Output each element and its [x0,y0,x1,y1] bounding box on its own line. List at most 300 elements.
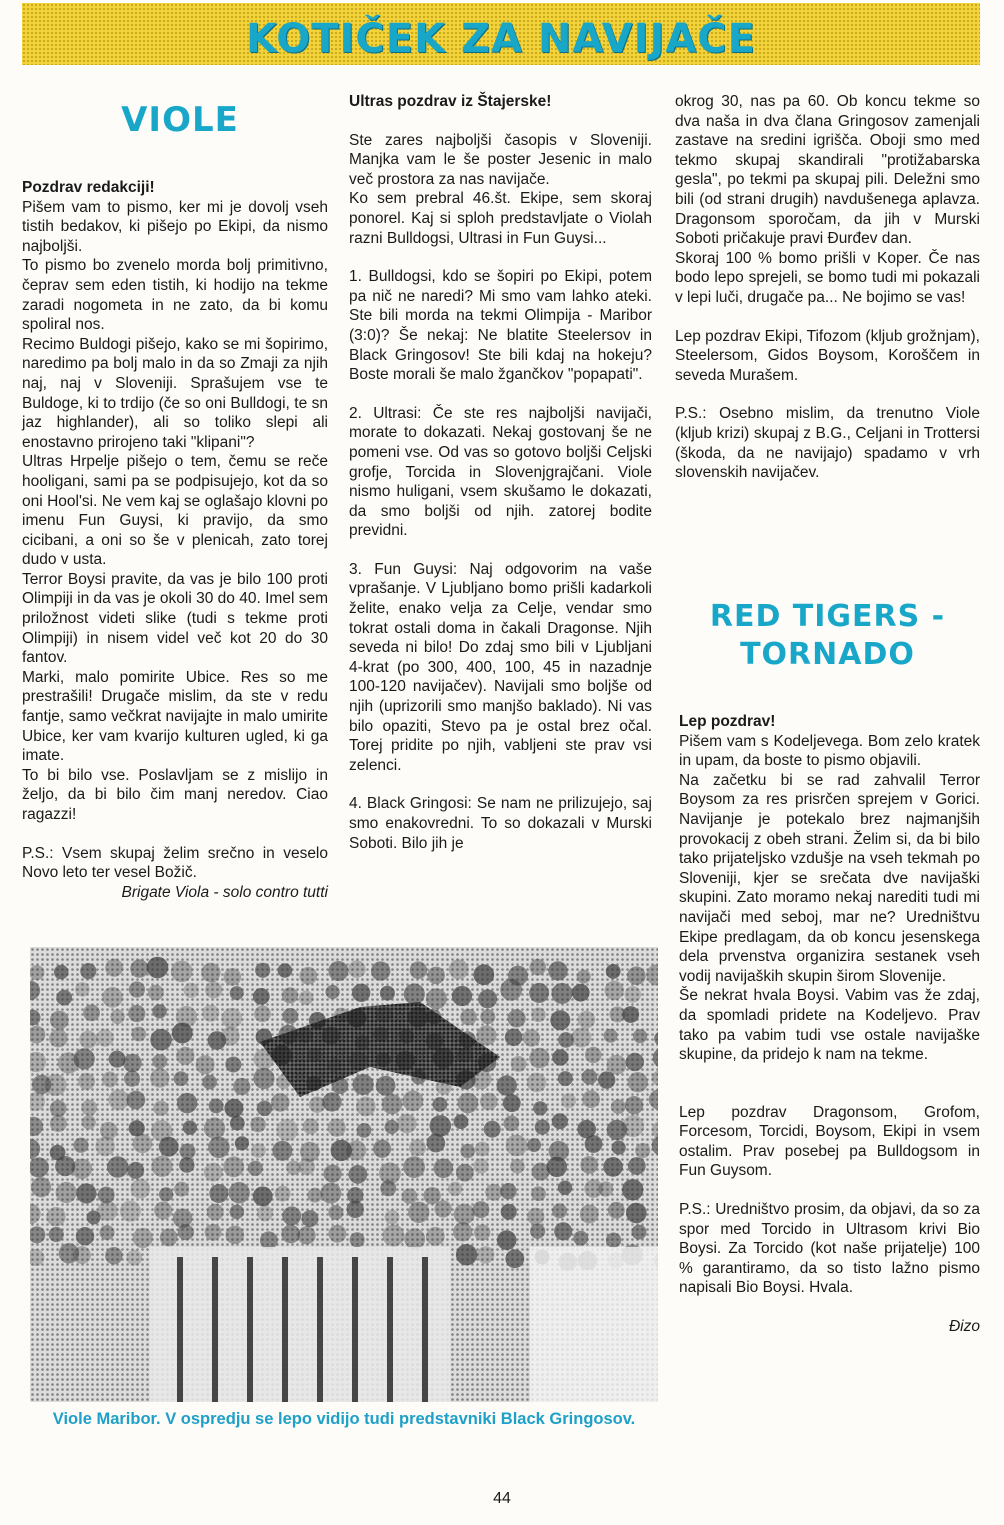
crowd-head [100,1122,118,1140]
crowd-head [109,1051,126,1068]
crowd-head [510,1159,525,1174]
ultras-intro: Ko sem prebral 46.št. Ekipe, sem skoraj ponorel. Kaj si sploh predstavljate o Violah razni Bulldogsi, Ultrasi in Fun Guysi... [349,190,652,247]
crowd-head [403,1090,424,1111]
crowd-head [56,990,72,1006]
crowd-head [49,1227,64,1242]
crowd-head [385,1120,399,1134]
crowd-head [179,1157,194,1172]
crowd-head [202,1005,219,1022]
red-tigers-ps: P.S.: Uredništvo prosim, da objavi, da so za spor med Torcido in Ultrasom krivi Bio Boysi. Za Torcido (kot naše prijatelje) 100 % garantiramo, da so tisto lažno pismo napisali Bio Boysi. Hvala. [679,1201,980,1297]
crowd-head [255,963,270,978]
crowd-head [253,1068,274,1089]
viole-paragraph: To bi bilo vse. Poslavljam se z mislijo in željo, da bi bilo čim manj neredov. Ciao ragazzi! [22,766,328,823]
crowd-head [456,1244,477,1265]
crowd-head [282,1206,301,1225]
crowd-head [606,964,621,979]
crowd-head [585,1135,603,1153]
crowd-head [484,1121,501,1138]
crowd-head [151,1156,172,1177]
crowd-head [403,1156,425,1178]
crowd-head [430,1115,452,1137]
crowd-head [128,1005,145,1022]
crowd-head [454,1204,475,1225]
red-tigers-paragraph: Pišem vam s Kodeljevega. Bom zelo kratek in upam, da boste to pismo objavili. [679,732,980,770]
crowd-head [209,1184,228,1203]
crowd-head [531,1008,546,1023]
crowd-head [153,1101,168,1116]
viole-signature: Brigate Viola - solo contro tutti [121,883,328,901]
crowd-head [426,988,447,1009]
crowd-head [385,1210,400,1225]
crowd-head [225,1057,241,1073]
crowd-head [402,1188,418,1204]
crowd-head [183,983,198,998]
banner-title: KOTIČEK ZA NAVIJAČE [246,16,756,62]
crowd-head [352,984,370,1002]
red-tigers-title [675,598,980,674]
crowd-head [622,1179,643,1200]
crowd-head [172,1023,193,1044]
crowd-head [478,989,497,1008]
ultras-regards: Lep pozdrav Ekipi, Tifozom (kljub grožnjam), Steelersom, Gidos Boysom, Koroščem in seveda Murašem. [675,327,980,384]
ultras-continuation: okrog 30, nas pa 60. Ob koncu tekme so dva naša in dva člana Gringosov zamenjali zastave na sredini igrišča. Oboji smo med tekmo skupaj skandirali "protižabarska gesla", po tekmi pa skupaj pili. Deležni smo bili (od strani drugih) navdušenega aplavza. Dragonsom sporočam, da jih v Murski Soboti pričakuje pravi Đurđev dan. [675,93,980,248]
crowd-head [477,1246,494,1263]
crowd-head [76,1183,96,1203]
crowd-head [434,1159,454,1179]
crowd-head [529,983,549,1003]
crowd-head [427,1134,446,1153]
crowd-head [226,1226,245,1245]
crowd-head [611,1099,626,1114]
crowd-head [174,1071,189,1086]
crowd-head [577,970,591,984]
crowd-head [582,1090,600,1108]
crowd-head [612,1141,626,1155]
crowd-head [500,979,522,1001]
crowd-head [561,1093,576,1108]
header-banner [22,3,980,65]
crowd-head [54,965,69,980]
crowd-head [307,1188,322,1203]
crowd-head [503,1094,521,1112]
crowd-head [633,1029,647,1043]
crowd-head [458,1093,479,1114]
crowd-head [531,1186,546,1201]
crowd-head [485,1184,502,1201]
crowd-head [303,1118,319,1134]
crowd-head [299,991,314,1006]
crowd-head [530,1224,545,1239]
crowd-head [558,1032,574,1048]
crowd-head [460,1009,477,1026]
crowd-head [582,1069,598,1085]
crowd-head [208,1137,230,1159]
crowd-head [31,1177,51,1197]
crowd-head [409,1139,426,1156]
crowd-head [160,1229,178,1247]
crowd-head [224,968,242,986]
crowd-head [176,1047,194,1065]
crowd-head [46,1207,65,1226]
crowd-head [550,1010,570,1030]
crowd-head [159,1187,173,1201]
crowd-head [177,1093,197,1113]
crowd-head [50,1115,67,1132]
crowd-head [73,1138,88,1153]
crowd-head [454,1114,469,1129]
viole-ps: P.S.: Vsem skupaj želim srečno in veselo Novo leto ter vesel Božič. [22,844,328,882]
crowd-head [371,961,390,980]
ultras-continuation: Skoraj 100 % bomo prišli v Koper. Če nas bodo lepo sprejeli, se bomo tudi mi pokazali v lepi luči, drugače pa... Ne bojimo se vas! [675,249,980,306]
ultras-ps: P.S.: Osebno mislim, da trenutno Viole (kljub krizi) skupaj z B.G., Celjani in Trottersi (škoda, da ne navijajo) spadamo v vrh slovenskih navijačev. [675,405,980,482]
crowd-head [30,965,44,980]
crowd-head [376,1076,396,1096]
crowd-head [150,1068,169,1087]
crowd-head [127,1091,146,1110]
crowd-head [480,1009,495,1024]
crowd-head [357,1123,372,1138]
crowd-head [97,1201,117,1221]
crowd-head [159,1137,179,1157]
crowd-head [578,1011,596,1029]
crowd-head [282,987,298,1003]
crowd-head [426,1227,445,1246]
crowd-head [404,1228,425,1249]
ultras-point: 4. Black Gringosi: Se nam ne prilizujejo, saj smo enakovredni. To so dokazali v Murski Soboti. Bilo jih je [349,795,652,852]
viole-paragraph: Recimo Buldogi pišejo, kako se mi šopirimo, naredimo pa bolj malo in da so Zmaji za njih naj, naj v Sloveniji. Sprašujem vse te Buldoge, ki to trdijo (če so oni Bulldogi, te sn jaz highlander), ali so toliko slepi ali enostavno prirojeno taki "klipani"? [22,335,328,451]
crowd-head [276,1119,298,1141]
crowd-head [554,1222,572,1240]
crowd-head [603,1157,623,1177]
crowd-head [133,1228,153,1248]
crowd-head [572,984,590,1002]
crowd-head [533,1101,547,1115]
crowd-head [475,1142,490,1157]
crowd-head [346,1140,366,1160]
crowd-head [627,966,646,985]
crowd-head [527,1073,546,1092]
crowd-head [120,1201,141,1222]
crowd-head [152,1004,166,1018]
crowd-head [257,1205,273,1221]
crowd-head [500,1183,516,1199]
crowd-head [74,1048,95,1069]
crowd-head [79,1031,97,1049]
viole-paragraph: Terror Boysi pravite, da vas je bilo 100 proti Olimpiji in da vas je okoli 30 do 40. Imel sem priložnost videti slike (tudi s tekme proti Olimpiji) in nisem videl več kot 20 do 30 fantov. [22,570,328,667]
crowd-head [622,1006,639,1023]
crowd-head [174,1182,189,1197]
crowd-head [282,1008,298,1024]
crowd-head [434,1200,451,1217]
crowd-head [124,1071,140,1087]
crowd-head [598,1071,615,1088]
crowd-head [626,1203,647,1224]
crowd-head [302,1210,319,1227]
crowd-head [505,1249,524,1268]
crowd-head [230,1205,245,1220]
crowd-head [535,1120,550,1135]
crowd-head [383,1225,405,1247]
crowd-head [204,1163,223,1182]
crowd-head [380,1180,396,1196]
crowd-head [96,1029,114,1047]
crowd-head [75,982,90,997]
crowd-head [253,1186,273,1206]
crowd-head [604,1029,618,1043]
crowd-head [472,1201,489,1218]
crowd-head [196,1055,215,1074]
crowd-head [205,1224,222,1241]
crowd-head [201,963,220,982]
crowd-head [82,1115,96,1129]
crowd-head [453,1222,472,1241]
crowd-head [380,986,395,1001]
crowd-head [622,1115,644,1137]
crowd-head [102,1072,118,1088]
crowd-head [558,1181,572,1195]
crowd-head [205,981,222,998]
crowd-head [347,1201,364,1218]
crowd-head [373,1140,391,1158]
crowd-head [235,1136,249,1150]
crowd-head [558,1071,573,1086]
crowd-head [382,1094,402,1114]
crowd-head [105,1247,123,1265]
crowd-head [626,1053,644,1071]
ultras-point: 1. Bulldogsi, kdo se šopiri po Ekipi, potem pa nič ne naredi? Mi smo vam lahko ateki. Ste bili morda na tekmi Olimpija - Maribor (3:0)? Še nekaj: Ne blatite Steelersov in Black Gringosov! Ste bili kdaj na hokeju? Boste morali še malo žgančkov "popapati". [349,268,652,384]
crowd-head [72,1159,92,1179]
crowd-head [628,1072,648,1092]
crowd-head [473,964,494,985]
crowd-head [527,1138,541,1152]
crowd-head [230,1116,245,1131]
crowd-head [83,1004,100,1021]
crowd-head [204,1118,225,1139]
crowd-head [180,1143,196,1159]
crowd-head [107,1156,128,1177]
crowd-head [527,1208,544,1225]
crowd-head [326,985,340,999]
crowd-head [580,1205,599,1224]
crowd-head [108,1090,129,1111]
crowd-head [95,1137,115,1157]
photo-caption: Viole Maribor. V ospredju se lepo vidijo tudi predstavniki Black Gringosov. [52,1410,636,1428]
crowd-head [625,1096,643,1114]
crowd-head [328,961,348,981]
crowd-head [298,1226,316,1244]
crowd-head [460,1144,475,1159]
crowd-head [148,985,164,1001]
crowd-head [628,1157,646,1175]
crowd-head [408,1202,429,1223]
crowd-head [448,1182,462,1196]
crowd-head [126,1250,142,1266]
red-tigers-signature: Đizo [948,1318,980,1336]
crowd-head [298,1159,315,1176]
crowd-head [427,967,445,985]
crowd-head [322,1092,341,1111]
crowd-head [130,959,148,977]
crowd-head [504,1115,520,1131]
crowd-head [50,1011,69,1030]
crowd-head [523,1029,540,1046]
crowd-head [548,961,567,980]
viole-letter [22,178,328,902]
fans-photo [30,947,658,1402]
red-tigers-letter [679,712,980,1337]
crowd-head [404,983,425,1004]
crowd-head [178,1224,194,1240]
crowd-head [552,983,573,1004]
ultras-intro: Ste zares najboljši časopis v Sloveniji. Manjka vam le še poster Jesenic in malo več prostora za nas navijače. [349,131,652,188]
crowd-head [598,1181,613,1196]
crowd-head [271,1093,290,1112]
crowd-head [476,1025,496,1045]
crowd-head [299,967,317,985]
crowd-head [608,1202,625,1219]
crowd-head [281,1225,300,1244]
crowd-head [49,1029,68,1048]
crowd-head [501,1204,517,1220]
crowd-head [223,1156,244,1177]
crowd-head [585,1047,602,1064]
crowd-head [508,1009,526,1027]
crowd-head [251,1143,266,1158]
crowd-head [45,1074,67,1096]
crowd-head [257,1101,272,1116]
crowd-head [605,981,624,1000]
crowd-head [229,1182,250,1203]
crowd-head [552,1113,568,1129]
crowd-head [348,1165,367,1184]
red-tigers-title-line2: TORNADO [740,637,915,672]
crowd-head [207,1204,224,1221]
crowd-head [324,1165,342,1183]
crowd-head [202,1075,217,1090]
crowd-head [552,1203,567,1218]
crowd-head [221,1027,240,1046]
crowd-head [233,1078,250,1095]
crowd-head [150,1029,172,1051]
crowd-head [230,986,244,1000]
crowd-head [497,1075,517,1095]
crowd-head [449,959,469,979]
crowd-head [356,1097,376,1117]
crowd-head [275,1186,291,1202]
crowd-head [129,981,145,997]
crowd-head [183,1121,197,1135]
crowd-head [248,1161,263,1176]
crowd-head [78,1073,95,1090]
crowd-head [100,1225,115,1240]
crowd-head [635,1143,650,1158]
ultras-point: 2. Ultrasi: Če ste res najboljši navijači, morate to dokazati. Nekaj gostovanj še ne pomeni vse. Od vas so gotovo boljši Celjski grofje, Torcida in Slovenjgrajčani. Viole nismo huligani, vsem skušamo le dokazati, da smo boljši od njih. zatorej bodite previdni. [349,404,652,540]
crowd-head [423,1187,440,1204]
crowd-head [452,986,472,1006]
crowd-head [81,1100,97,1116]
crowd-head [397,1114,417,1134]
crowd-head [254,1005,271,1022]
crowd-head [530,959,547,976]
viole-paragraph: Pišem vam to pismo, ker mi je dovolj vseh tistih bedakov, ki pišejo po Ekipi, da nismo najboljši. [22,198,328,255]
crowd-head [260,1231,278,1249]
crowd-head [606,1233,621,1248]
crowd-head [110,1009,125,1024]
crowd-head [50,1100,67,1117]
crowd-head [552,1049,568,1065]
crowd-head [348,960,366,978]
fans-photo-image [30,947,658,1402]
viole-paragraph: Ultras Hrpelje pišejo o tem, čemu se reče hooligani, sami pa se podpisujejo, kot da so oni Hool'si. Ne vem kaj se oglašajo klovni po imenu Fun Guysi, ki pravijo, da smo cicibani, a oni so še v plenicah, zato torej dudo v usta. [22,453,328,569]
crowd-head [224,1099,243,1118]
red-tigers-greeting: Lep pozdrav! [679,713,776,730]
crowd-head [272,1141,292,1161]
red-tigers-title-line1: RED TIGERS - [709,599,946,634]
crowd-head [300,1142,320,1162]
crowd-head [154,1202,172,1220]
crowd-head [573,1231,588,1246]
viole-paragraph: Marki, malo pomirite Ubice. Res so me prestrašili! Drugače mislim, da ste v redu fantje, samo večkrat navijajte in malo umirite Ubice, ker vam kvarijo kulturen ugled, ki ga imate. [22,668,328,765]
crowd-head [474,1224,491,1241]
crowd-head [529,1048,549,1068]
crowd-head [221,1008,242,1029]
crowd-head [473,1158,488,1173]
crowd-head [320,1183,341,1204]
crowd-head [328,1119,346,1137]
crowd-head [171,961,193,983]
ultras-greeting: Ultras pozdrav iz Štajerske! [349,93,552,110]
crowd-head [209,1099,224,1114]
crowd-head [123,1054,142,1073]
crowd-head [80,963,96,979]
crowd-head [480,1093,498,1111]
crowd-head [506,1135,528,1157]
crowd-head [102,987,123,1008]
crowd-head [505,1029,523,1047]
crowd-head [547,1157,567,1177]
crowd-head [105,959,123,977]
red-tigers-regards: Lep pozdrav Dragonsom, Grofom, Forcesom, Torcidi, Boysom, Ekipi in vsem ostalim. Prav posebej pa Bulldogsom in Fun Guysom. [679,1103,980,1180]
crowd-head [56,1182,77,1203]
crowd-head [433,1097,448,1112]
crowd-head [253,988,270,1005]
crowd-head [632,1225,647,1240]
crowd-head [250,1117,266,1133]
crowd-head [73,1246,91,1264]
crowd-head [607,1055,627,1075]
crowd-head [571,1028,591,1048]
crowd-head [497,1230,517,1250]
crowd-head [131,1179,151,1199]
crowd-head [76,1227,94,1245]
crowd-head [133,1134,152,1153]
ultras-letter [349,92,652,853]
red-tigers-paragraph: Na začetku bi se rad zahvalil Terror Boysom za res prisrčen sprejem v Gorici. Navijanje je potekalo brez najmanjših provokacij z obeh strani. Želim si, da bi bilo tako prijateljsko vzdušje na vseh tekmah po Sloveniji, kjer se srečata dve navijaški skupini. Zato moramo nekaj narediti tudi mi navijači med seboj, mar ne? Uredništvu Ekipe predlagam, da ob koncu jesenskega dela prvenstva organizira sestanek vseh vodij navijaških skupin širom Slovenije. [679,771,980,985]
red-tigers-paragraph: Še nekrat hvala Boysi. Vabim vas že zdaj, da spomladi pridete na Kodeljevo. Prav tako pa vabim tudi vse ostale navijaške skupine, da pridejo k nam na tekme. [679,987,980,1064]
crowd-head [328,1205,343,1220]
crowd-head [625,986,642,1003]
viole-title: VIOLE [121,100,239,140]
ultras-letter-continued [675,92,980,483]
crowd-head [152,1054,167,1069]
crowd-head [127,1162,144,1179]
crowd-head [147,957,169,979]
crowd-head [580,1156,598,1174]
ultras-point: 3. Fun Guysi: Naj odgovorim na vaše vprašanje. V Ljubljano bomo prišli kadarkoli želite, enako velja za Celje, vendar smo tokrat ostali doma in čakali Dragonse. Njih seveda ni bilo! Do zdaj smo bili v Ljubljani 4-krat (po 300, 400, 100, 45 in nazadnje 100-120 navijačev). Navijali smo boljše od njih (uprizorili smo manjšo baklado). Ni vas bilo opaziti, Stevo pa je ostal brez očal. Torej pridite po njih, vabljeni ste prav vsi zelenci. [349,560,652,774]
crowd-head [410,961,428,979]
crowd-head [353,1074,374,1095]
crowd-head [131,1027,146,1042]
